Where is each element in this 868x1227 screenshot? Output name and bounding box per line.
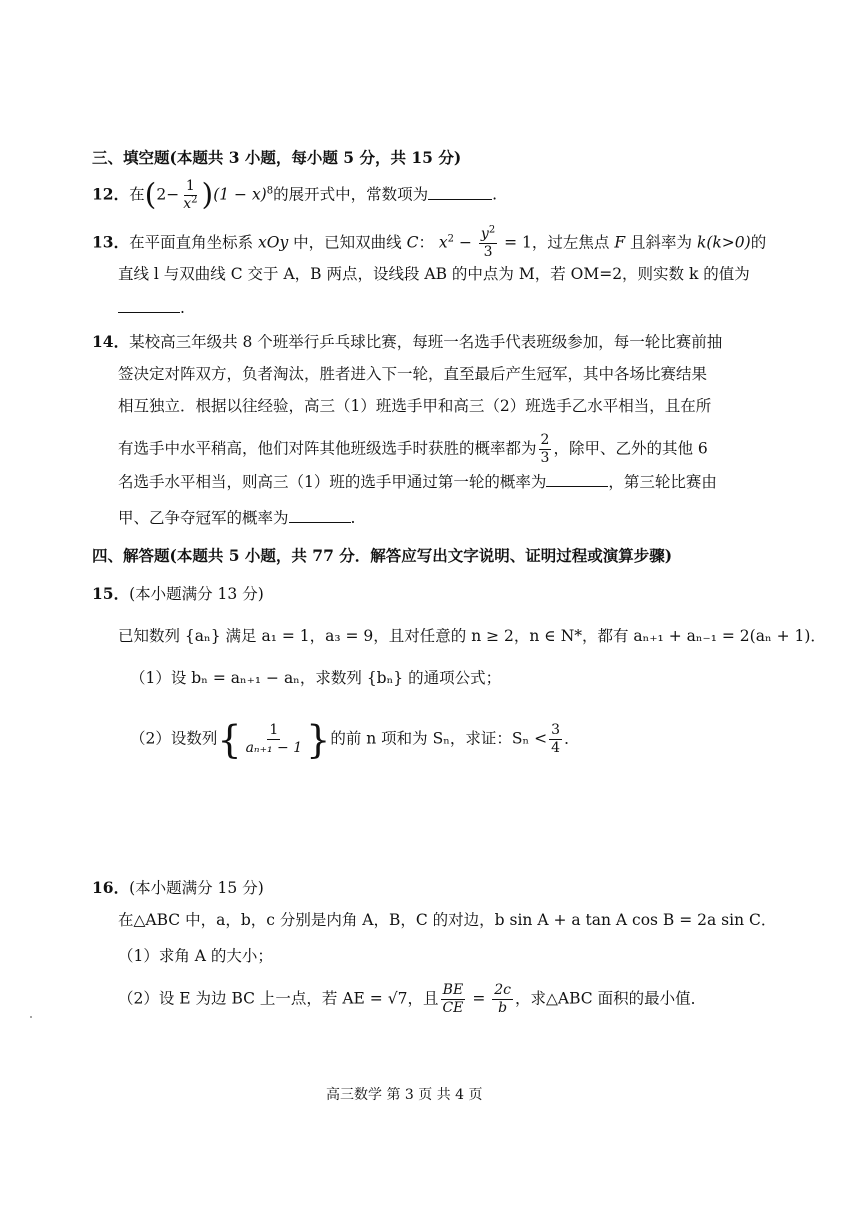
- question-15-part-2: （2）设数列{ $\frac{1}{\text{aₙ₊₁ − 1}}$ }的前 n 项和为 Sₙ，求证：Sₙ < $\frac{3}{4}$ ．: [130, 717, 580, 762]
- fraction: $\frac{BE}{CE}$: [442, 982, 464, 1016]
- page-footer: 高三数学 第 3 页 共 4 页: [326, 1087, 483, 1103]
- question-14-line-1: 14．某校高三年级共 8 个班举行乒乓球比赛，每班一名选手代表班级参加，每一轮比赛前抽: [92, 332, 723, 351]
- question-15-number: 15．: [92, 584, 130, 603]
- fraction: $\frac{2}{3}$: [540, 432, 550, 466]
- fraction: $\frac{2c}{b}$: [494, 982, 511, 1016]
- answer-blank[interactable]: [289, 506, 351, 523]
- answer-blank[interactable]: [428, 183, 492, 200]
- answer-blank[interactable]: [546, 470, 608, 487]
- question-16-part-2: （2）设 E 为边 BC 上一点，若 AE = √7，且 $\frac{BE}{CE}$ = $\frac{2c}{b}$ ，求△ABC 面积的最小值．: [118, 982, 707, 1016]
- question-16-stem: 在△ABC 中，a，b，c 分别是内角 A，B，C 的对边，b sin A + a tan A cos B = 2a sin C．: [118, 911, 777, 929]
- question-14-line-2: 签决定对阵双方，负者淘汰，胜者进入下一轮，直至最后产生冠军，其中各场比赛结果: [118, 365, 708, 383]
- question-13-line-1: 13．在平面直角坐标系 xOy 中，已知双曲线 C： $x^2$ − $\frac{y^2}{3}$ = 1，过左焦点 F 且斜率为 k(k>0)的: [92, 224, 767, 260]
- fraction: $\frac{y^2}{3}$: [480, 224, 496, 260]
- question-16-header: 16．(本小题满分 15 分): [92, 878, 264, 897]
- question-14-line-6: 甲、乙争夺冠军的概率为 .: [118, 506, 355, 530]
- fraction: $\frac{3}{4}$: [551, 722, 561, 756]
- section-3-title: 三、填空题(本题共 3 小题，每小题 5 分，共 15 分): [92, 148, 462, 167]
- question-15-header: 15．(本小题满分 13 分): [92, 584, 264, 603]
- section-4-title: 四、解答题(本题共 5 小题，共 77 分．解答应写出文字说明、证明过程或演算步骤): [92, 546, 673, 565]
- fraction: $\frac{1}{\text{aₙ₊₁ − 1}}$: [245, 722, 303, 756]
- question-15-stem: 已知数列 {aₙ} 满足 a₁ = 1，a₃ = 9，且对任意的 n ≥ 2，n ∈ N*，都有 aₙ₊₁ + aₙ₋₁ = 2(aₙ + 1)．: [118, 627, 826, 645]
- question-16-part-1: （1）求角 A 的大小；: [118, 947, 273, 965]
- question-16-number: 16．: [92, 878, 130, 897]
- answer-blank[interactable]: [118, 296, 180, 313]
- question-14-number: 14．: [92, 332, 130, 351]
- question-12: 12．在(2− $\frac{1}{x^2}$ )$(1 - x)^8$的展开式中，常数项为 .: [92, 177, 498, 213]
- question-13-line-3: .: [118, 296, 185, 320]
- question-14-line-3: 相互独立．根据以往经验，高三（1）班选手甲和高三（2）班选手乙水平相当，且在所: [118, 397, 712, 415]
- question-14-line-5: 名选手水平相当，则高三（1）班的选手甲通过第一轮的概率为 ，第三轮比赛由: [118, 470, 717, 494]
- question-12-number: 12．: [92, 184, 130, 204]
- question-14-line-4: 有选手中水平稍高，他们对阵其他班级选手时获胜的概率都为 $\frac{2}{3}$ ，除甲、乙外的其他 6: [118, 432, 708, 466]
- fraction: $\frac{1}{x^2}$: [183, 178, 198, 212]
- scan-speck: [30, 1016, 32, 1018]
- question-13-number: 13．: [92, 232, 130, 252]
- question-13-line-2: 直线 l 与双曲线 C 交于 A，B 两点，设线段 AB 的中点为 M，若 OM=2，则实数 k 的值为: [118, 265, 750, 283]
- question-15-part-1: （1）设 bₙ = aₙ₊₁ − aₙ，求数列 {bₙ} 的通项公式；: [130, 669, 502, 687]
